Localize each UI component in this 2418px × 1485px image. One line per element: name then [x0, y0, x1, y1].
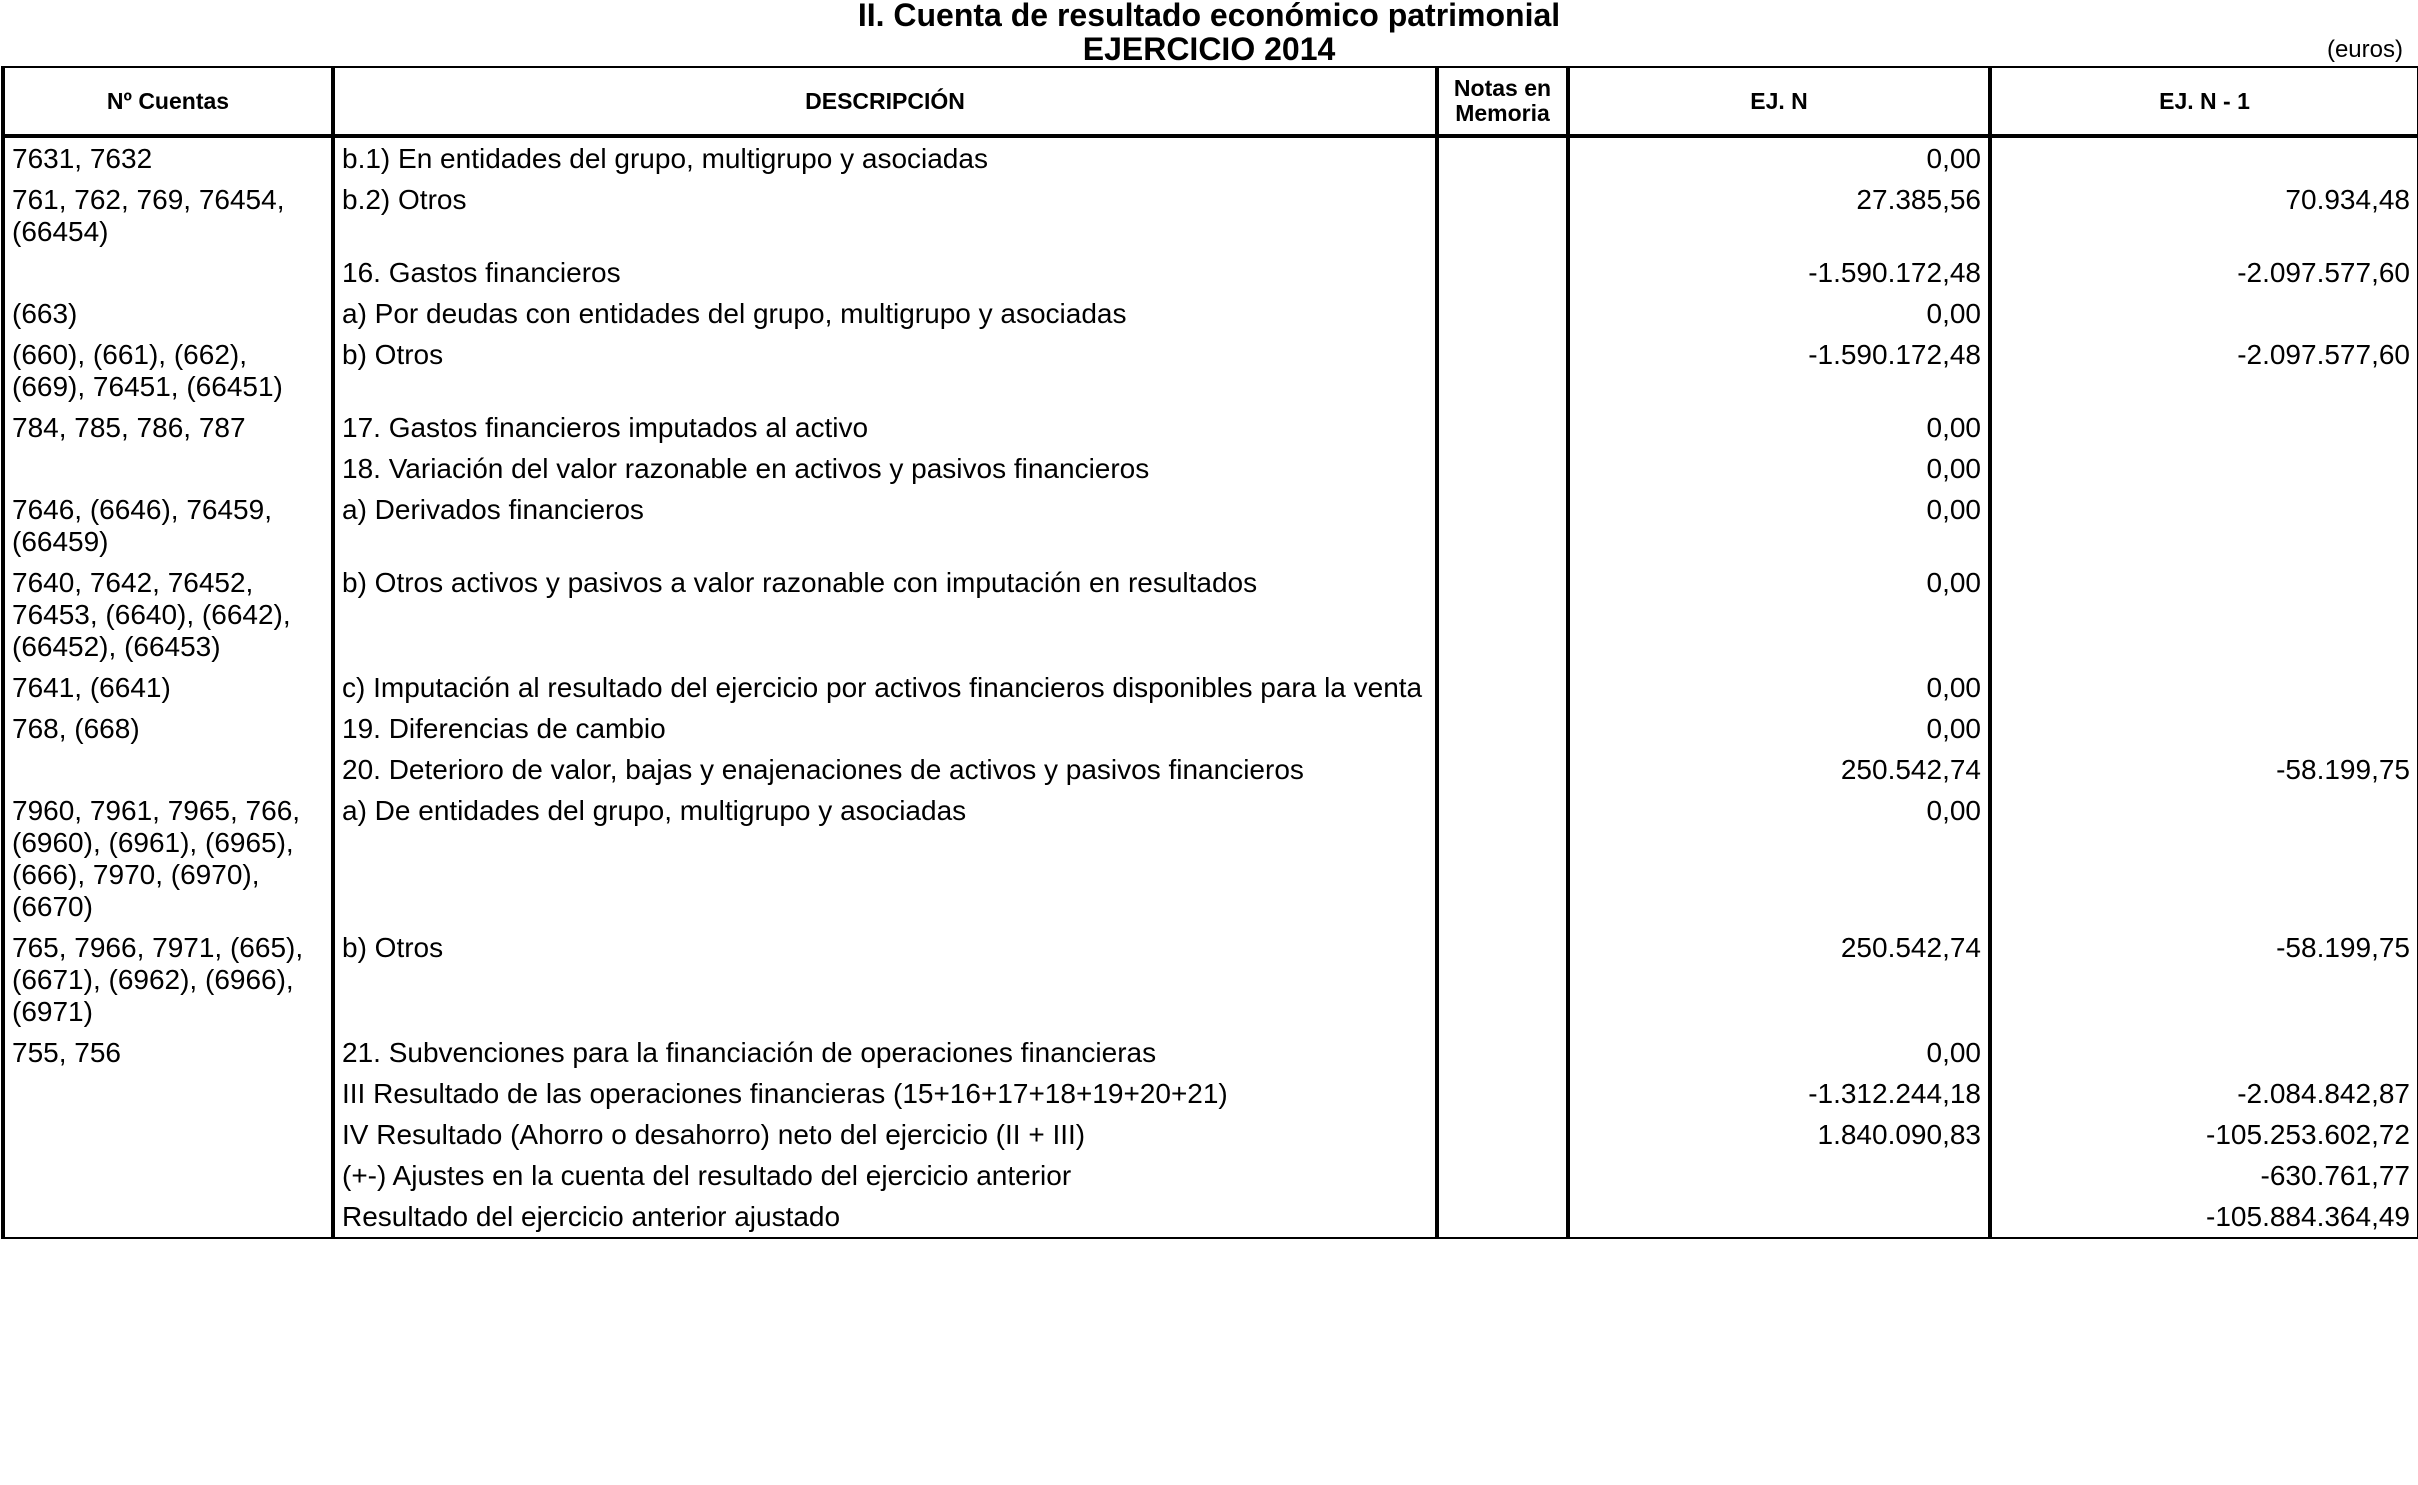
currency-unit: (euros) [2326, 36, 2403, 63]
table-row [3, 562, 2418, 667]
cell-ej-n1: -105.253.602,72 [1990, 1114, 2418, 1155]
cell-ej-n: -1.312.244,18 [1568, 1073, 1990, 1114]
cell-ej-n: 0,00 [1568, 448, 1990, 489]
cell-cuentas [3, 1196, 333, 1238]
cell-cuentas [3, 252, 333, 293]
cell-ej-n: 0,00 [1568, 293, 1990, 334]
cell-cuentas: 7640, 7642, 76452, 76453, (6640), (6642), (66452), (66453) [3, 562, 333, 667]
cell-notas [1437, 1155, 1568, 1196]
table-row [3, 407, 2418, 448]
cell-descripcion: 19. Diferencias de cambio [333, 708, 1437, 749]
cell-notas [1437, 562, 1568, 667]
cell-ej-n1: -2.097.577,60 [1990, 334, 2418, 407]
cell-ej-n: 0,00 [1568, 790, 1990, 927]
cell-ej-n1 [1990, 448, 2418, 489]
cell-ej-n1 [1990, 136, 2418, 179]
cell-notas [1437, 136, 1568, 179]
cell-ej-n1: -630.761,77 [1990, 1155, 2418, 1196]
table-row [3, 1032, 2418, 1073]
report-subtitle: EJERCICIO 2014 [1082, 31, 1336, 67]
cell-descripcion: III Resultado de las operaciones financieras (15+16+17+18+19+20+21) [333, 1073, 1437, 1114]
cell-descripcion: b.1) En entidades del grupo, multigrupo y asociadas [333, 136, 1437, 179]
cell-notas [1437, 293, 1568, 334]
cell-descripcion: Resultado del ejercicio anterior ajustado [333, 1196, 1437, 1238]
cell-descripcion: c) Imputación al resultado del ejercicio por activos financieros disponibles para la venta [333, 667, 1437, 708]
cell-notas [1437, 1073, 1568, 1114]
cell-ej-n1: -2.097.577,60 [1990, 252, 2418, 293]
cell-notas [1437, 489, 1568, 562]
cell-notas [1437, 334, 1568, 407]
cell-ej-n: 0,00 [1568, 562, 1990, 667]
cell-ej-n: -1.590.172,48 [1568, 252, 1990, 293]
cell-cuentas: (660), (661), (662), (669), 76451, (66451) [3, 334, 333, 407]
cell-ej-n: 0,00 [1568, 1032, 1990, 1073]
column-header-notas: Notas en Memoria [1437, 67, 1568, 136]
cell-descripcion: a) Derivados financieros [333, 489, 1437, 562]
table-row [3, 790, 2418, 927]
cell-descripcion: b) Otros [333, 927, 1437, 1032]
cell-notas [1437, 448, 1568, 489]
table-row [3, 1114, 2418, 1155]
cell-descripcion: (+-) Ajustes en la cuenta del resultado del ejercicio anterior [333, 1155, 1437, 1196]
cell-ej-n1 [1990, 1032, 2418, 1073]
column-header-ej-n: EJ. N [1568, 67, 1990, 136]
cell-ej-n: 0,00 [1568, 489, 1990, 562]
cell-ej-n: 250.542,74 [1568, 749, 1990, 790]
column-header-cuentas: Nº Cuentas [3, 67, 333, 136]
cell-cuentas [3, 1114, 333, 1155]
cell-descripcion: b.2) Otros [333, 179, 1437, 252]
cell-descripcion: IV Resultado (Ahorro o desahorro) neto del ejercicio (II + III) [333, 1114, 1437, 1155]
table-header-row [3, 67, 2418, 136]
column-header-ej-n1: EJ. N - 1 [1990, 67, 2418, 136]
cell-ej-n1: -105.884.364,49 [1990, 1196, 2418, 1238]
table-row [3, 749, 2418, 790]
cell-cuentas: 768, (668) [3, 708, 333, 749]
cell-ej-n1 [1990, 293, 2418, 334]
cell-descripcion: 16. Gastos financieros [333, 252, 1437, 293]
cell-ej-n1: -58.199,75 [1990, 927, 2418, 1032]
cell-ej-n: 250.542,74 [1568, 927, 1990, 1032]
column-header-descripcion: DESCRIPCIÓN [333, 67, 1437, 136]
table-row [3, 448, 2418, 489]
table-row [3, 1073, 2418, 1114]
cell-ej-n: 27.385,56 [1568, 179, 1990, 252]
cell-cuentas [3, 1155, 333, 1196]
table-row [3, 136, 2418, 179]
cell-cuentas: 7960, 7961, 7965, 766, (6960), (6961), (6965), (666), 7970, (6970), (6670) [3, 790, 333, 927]
cell-descripcion: a) De entidades del grupo, multigrupo y asociadas [333, 790, 1437, 927]
cell-ej-n1 [1990, 489, 2418, 562]
cell-ej-n1 [1990, 407, 2418, 448]
cell-notas [1437, 1196, 1568, 1238]
cell-ej-n: -1.590.172,48 [1568, 334, 1990, 407]
cell-notas [1437, 749, 1568, 790]
cell-ej-n: 1.840.090,83 [1568, 1114, 1990, 1155]
cell-cuentas: (663) [3, 293, 333, 334]
cell-ej-n1 [1990, 667, 2418, 708]
cell-notas [1437, 927, 1568, 1032]
cell-ej-n [1568, 1196, 1990, 1238]
table-row [3, 927, 2418, 1032]
cell-notas [1437, 179, 1568, 252]
cell-ej-n: 0,00 [1568, 136, 1990, 179]
cell-ej-n1 [1990, 562, 2418, 667]
cell-ej-n1 [1990, 790, 2418, 927]
cell-notas [1437, 252, 1568, 293]
cell-cuentas: 784, 785, 786, 787 [3, 407, 333, 448]
report-title: II. Cuenta de resultado económico patrimonial [857, 0, 1561, 33]
cell-notas [1437, 708, 1568, 749]
cell-descripcion: 21. Subvenciones para la financiación de operaciones financieras [333, 1032, 1437, 1073]
cell-cuentas [3, 749, 333, 790]
cell-descripcion: a) Por deudas con entidades del grupo, multigrupo y asociadas [333, 293, 1437, 334]
table-row [3, 179, 2418, 252]
table-body [3, 136, 2418, 1238]
cell-descripcion: 18. Variación del valor razonable en activos y pasivos financieros [333, 448, 1437, 489]
cell-cuentas: 7641, (6641) [3, 667, 333, 708]
table-row [3, 1155, 2418, 1196]
cell-cuentas: 765, 7966, 7971, (665), (6671), (6962), (6966), (6971) [3, 927, 333, 1032]
table-row [3, 667, 2418, 708]
cell-notas [1437, 790, 1568, 927]
cell-cuentas [3, 1073, 333, 1114]
cell-cuentas: 761, 762, 769, 76454, (66454) [3, 179, 333, 252]
cell-notas [1437, 667, 1568, 708]
cell-ej-n: 0,00 [1568, 708, 1990, 749]
cell-ej-n [1568, 1155, 1990, 1196]
cell-cuentas: 7646, (6646), 76459, (66459) [3, 489, 333, 562]
cell-ej-n: 0,00 [1568, 407, 1990, 448]
cell-notas [1437, 1114, 1568, 1155]
cell-notas [1437, 1032, 1568, 1073]
cell-descripcion: 20. Deterioro de valor, bajas y enajenaciones de activos y pasivos financieros [333, 749, 1437, 790]
table-row [3, 708, 2418, 749]
cell-ej-n: 0,00 [1568, 667, 1990, 708]
table-row [3, 293, 2418, 334]
cell-descripcion: 17. Gastos financieros imputados al activo [333, 407, 1437, 448]
table-row [3, 1196, 2418, 1238]
cell-descripcion: b) Otros activos y pasivos a valor razonable con imputación en resultados [333, 562, 1437, 667]
cell-ej-n1: -2.084.842,87 [1990, 1073, 2418, 1114]
cell-cuentas: 755, 756 [3, 1032, 333, 1073]
table-row [3, 489, 2418, 562]
table-row [3, 252, 2418, 293]
cell-notas [1437, 407, 1568, 448]
cell-descripcion: b) Otros [333, 334, 1437, 407]
cell-ej-n1 [1990, 708, 2418, 749]
cell-cuentas: 7631, 7632 [3, 136, 333, 179]
cell-ej-n1: -58.199,75 [1990, 749, 2418, 790]
cell-cuentas [3, 448, 333, 489]
cell-ej-n1: 70.934,48 [1990, 179, 2418, 252]
results-table [1, 66, 2418, 1239]
table-row [3, 334, 2418, 407]
